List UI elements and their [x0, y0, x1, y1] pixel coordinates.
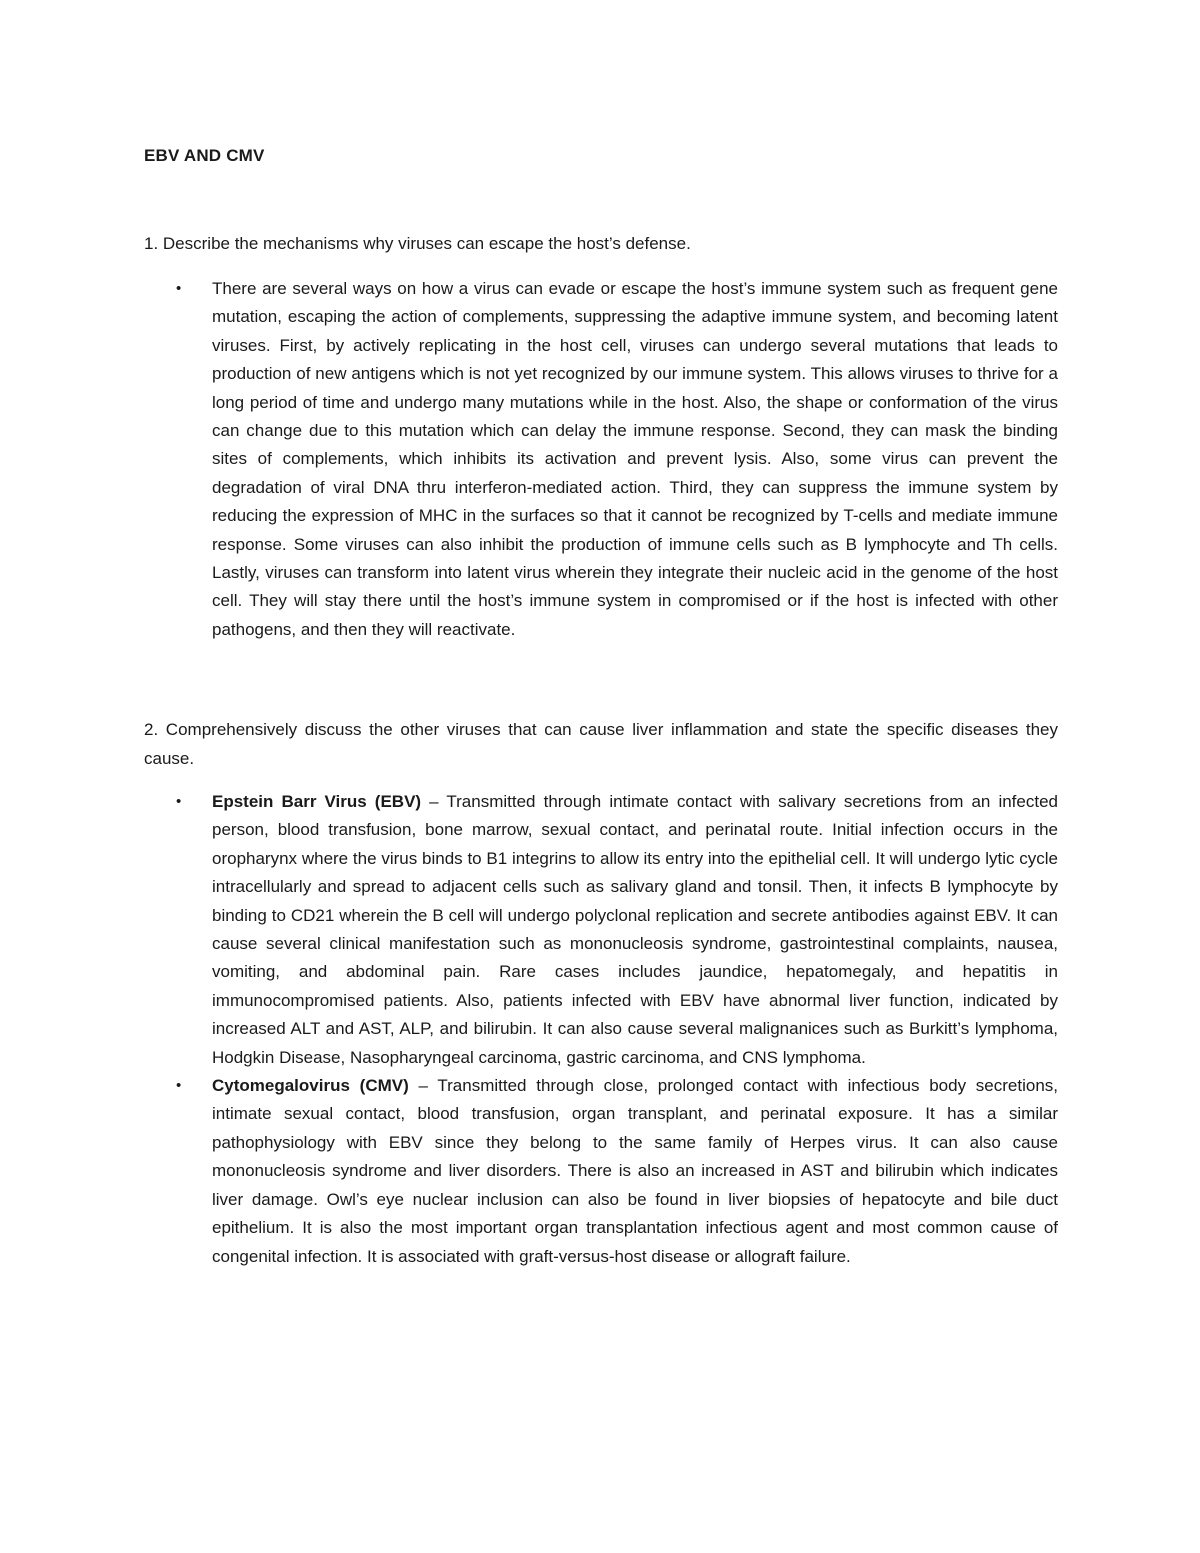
ebv-term: Epstein Barr Virus (EBV): [212, 792, 422, 811]
list-item-cmv: [0, 1072, 1200, 1271]
bullet-icon: •: [176, 793, 182, 810]
bullet-icon: •: [176, 1077, 182, 1095]
list-item-ebv: [0, 788, 1200, 1072]
document-title: EBV AND CMV: [144, 146, 265, 165]
list-item: [0, 275, 1200, 644]
answer-2-list: [0, 788, 1200, 1271]
answer-1-text: There are several ways on how a virus can evade or escape the host’s immune system such as frequent gene mutation, escaping the action of complements, suppressing the adaptive immune system, and becoming latent viruses. First, by actively replicating in the host cell, viruses can undergo several mutations that leads to production of new antigens which is not yet recognized by our immune system. This allows viruses to thrive for a long period of time and undergo many mutations while in the host. Also, the shape or conformation of the virus can change due to this mutation which can delay the immune response. Second, they can mask the binding sites of complements, which inhibits its activation and prevent lysis. Also, some virus can prevent the degradation of viral DNA thru interferon-mediated action. Third, they can suppress the immune system by reducing the expression of MHC in the surfaces so that it cannot be recognized by T-cells and mediate immune response. Some viruses can also inhibit the production of immune cells such as B lymphocyte and Th cells. Lastly, viruses can transform into latent virus wherein they integrate their nucleic acid in the genome of the host cell. They will stay there until the host’s immune system in compromised or if the host is infected with other pathogens, and then they will reactivate.: [212, 279, 1058, 639]
question-1: 1. Describe the mechanisms why viruses can escape the host’s defense.: [144, 234, 691, 253]
cmv-term: Cytomegalovirus (CMV): [212, 1076, 409, 1096]
question-2: 2. Comprehensively discuss the other viruses that can cause liver inflammation and state the specific diseases they cause.: [144, 720, 1058, 768]
cmv-description: – Transmitted through close, prolonged contact with infectious body secretions, intimate sexual contact, blood transfusion, organ transplant, and perinatal exposure. It has a similar pathophysiology with EBV since they belong to the same family of Herpes virus. It can also cause mononucleosis syndrome and liver disorders. There is also an increased in AST and bilirubin which indicates liver damage. Owl’s eye nuclear inclusion can also be found in liver biopsies of hepatocyte and bile duct epithelium. It is also the most important organ transplantation infectious agent and most common cause of congenital infection. It is associated with graft-versus-host disease or allograft failure.: [212, 1076, 1059, 1266]
bullet-icon: •: [176, 280, 182, 297]
answer-1-list: [0, 275, 1200, 644]
ebv-description: – Transmitted through intimate contact with salivary secretions from an infected person, blood transfusion, bone marrow, sexual contact, and perinatal route. Initial infection occurs in the oropharynx where the virus binds to B1 integrins to allow its entry into the epithelial cell. It will undergo lytic cycle intracellularly and spread to adjacent cells such as salivary gland and tonsil. Then, it infects B lymphocyte by binding to CD21 wherein the B cell will undergo polyclonal replication and secrete antibodies against EBV. It can cause several clinical manifestation such as mononucleosis syndrome, gastrointestinal complaints, nausea, vomiting, and abdominal pain. Rare cases includes jaundice, hepatomegaly, and hepatitis in immunocompromised patients. Also, patients infected with EBV have abnormal liver function, indicated by increased ALT and AST, ALP, and bilirubin. It can also cause several malignanices such as Burkitt’s lymphoma, Hodgkin Disease, Nasopharyngeal carcinoma, gastric carcinoma, and CNS lymphoma.: [212, 792, 1058, 1067]
